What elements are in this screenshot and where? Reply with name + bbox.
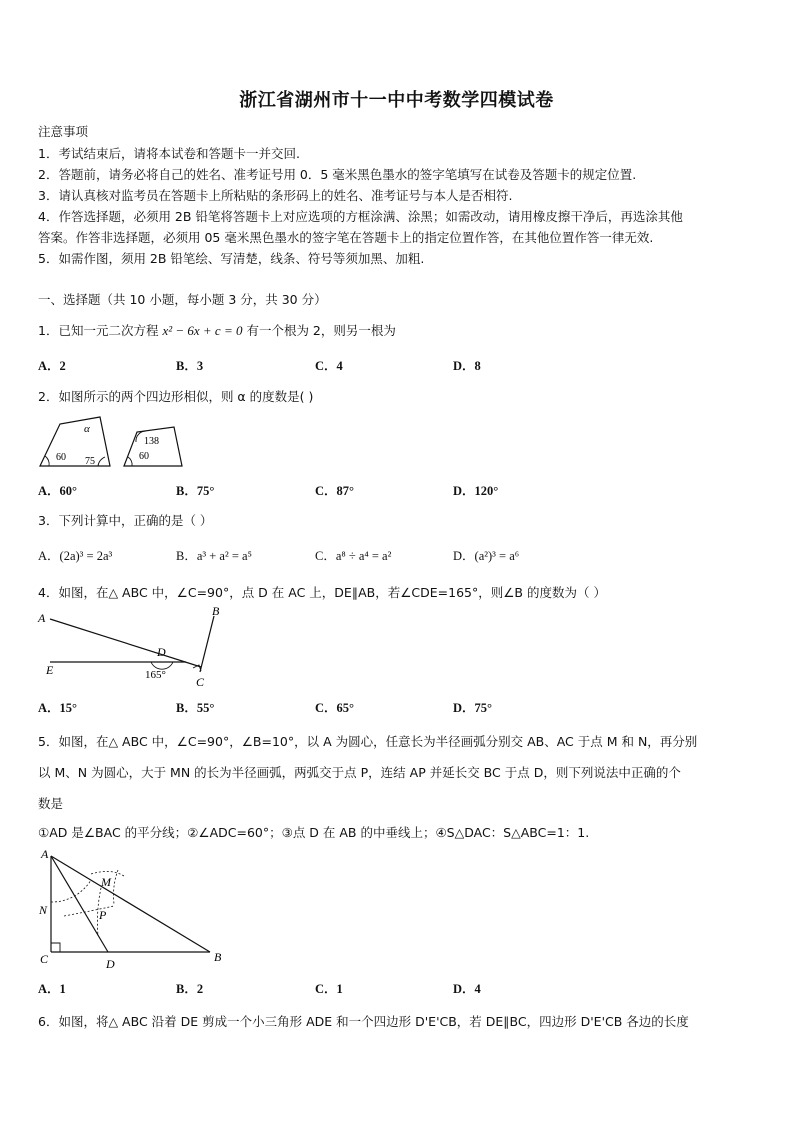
question-5-statements: ①AD 是∠BAC 的平分线；②∠ADC=60°；③点 D 在 AB 的中垂线上；④S△DAC：S△ABC=1：1. xyxy=(38,825,590,840)
note-item: 1．考试结束后，请将本试卷和答题卡一并交回. xyxy=(38,146,300,161)
question-5-line-3: 数是 xyxy=(38,796,64,811)
note-item: 4．作答选择题，必须用 2B 铅笔将答题卡上对应选项的方框涂满、涂黑；如需改动，请用橡皮擦干净后，再选涂其他 xyxy=(38,209,683,224)
q1-option-b[interactable]: B．3 xyxy=(176,359,204,373)
question-5-line-1: 5．如图，在△ ABC 中，∠C=90°，∠B=10°，以 A 为圆心，任意长为半径画弧分别交 AB、AC 于点 M 和 N，再分别 xyxy=(38,734,698,749)
q4-option-d[interactable]: D．75° xyxy=(453,701,493,715)
quadrilateral-a xyxy=(40,417,110,466)
question-1 xyxy=(38,321,396,339)
q3-option-c[interactable]: C．a⁸ ÷ a⁴ = a² xyxy=(315,549,392,563)
question-4: 4．如图，在△ ABC 中，∠C=90°，点 D 在 AC 上，DE∥AB，若∠CDE=165°，则∠B 的度数为（ ） xyxy=(38,585,606,600)
note-item: 答案。作答非选择题，必须用 05 毫米黑色墨水的签字笔在答题卡上的指定位置作答，在其他位置作答一律无效. xyxy=(38,230,654,245)
q1-pre: 1．已知一元二次方程 xyxy=(38,323,163,338)
question-2: 2．如图所示的两个四边形相似，则 α 的度数是( ) xyxy=(38,389,314,404)
point-m-label: M xyxy=(101,875,111,889)
point-c-label: C xyxy=(40,952,49,966)
q4-option-b[interactable]: B．55° xyxy=(176,701,215,715)
alpha-label: α xyxy=(84,423,90,435)
angle-165-label: 165° xyxy=(145,669,166,681)
note-item: 3．请认真核对监考员在答题卡上所粘贴的条形码上的姓名、准考证号与本人是否相符. xyxy=(38,188,513,203)
angle-60-label-b: 60 xyxy=(139,451,149,462)
point-p-label: P xyxy=(99,908,107,922)
q3-option-b[interactable]: B．a³ + a² = a⁵ xyxy=(176,549,252,563)
q3-option-d[interactable]: D．(a²)³ = a⁶ xyxy=(453,549,520,563)
angle-60-label-a: 60 xyxy=(56,452,66,463)
q2-option-c[interactable]: C．87° xyxy=(315,484,355,498)
q5-option-a[interactable]: A．1 xyxy=(38,982,66,996)
q1-equation: x² − 6x + c = 0 xyxy=(162,323,243,338)
q2-option-b[interactable]: B．75° xyxy=(176,484,215,498)
q5-figure xyxy=(36,846,232,972)
q1-option-a[interactable]: A．2 xyxy=(38,359,66,373)
q5-option-d[interactable]: D．4 xyxy=(453,982,481,996)
point-a-label: A xyxy=(41,847,49,861)
section-heading: 一、选择题（共 10 小题，每小题 3 分，共 30 分） xyxy=(38,292,327,307)
point-b-label: B xyxy=(214,950,222,964)
q4-option-a[interactable]: A．15° xyxy=(38,701,78,715)
point-b-label: B xyxy=(212,604,220,618)
notes-heading: 注意事项 xyxy=(38,124,89,139)
point-c-label: C xyxy=(196,675,205,689)
note-item: 2．答题前，请务必将自己的姓名、准考证号用 0．5 毫米黑色墨水的签字笔填写在试卷及答题卡的规定位置. xyxy=(38,167,637,182)
q2-figure xyxy=(36,412,196,470)
q1-option-c[interactable]: C．4 xyxy=(315,359,343,373)
q4-figure xyxy=(36,604,226,690)
question-6: 6．如图，将△ ABC 沿着 DE 剪成一个小三角形 ADE 和一个四边形 D'E'CB，若 DE∥BC，四边形 D'E'CB 各边的长度 xyxy=(38,1014,689,1029)
page-title: 浙江省湖州市十一中中考数学四模试卷 xyxy=(239,90,554,111)
question-5-line-2: 以 M、N 为圆心，大于 MN 的长为半径画弧，两弧交于点 P，连结 AP 并延长交 BC 于点 D，则下列说法中正确的个 xyxy=(38,765,681,780)
point-n-label: N xyxy=(39,903,48,917)
point-e-label: E xyxy=(46,663,54,677)
note-item: 5．如需作图，须用 2B 铅笔绘、写清楚，线条、符号等须加黑、加粗. xyxy=(38,251,425,266)
angle-75-label: 75 xyxy=(85,456,95,467)
q2-option-a[interactable]: A．60° xyxy=(38,484,78,498)
q5-option-b[interactable]: B．2 xyxy=(176,982,204,996)
q1-post: 有一个根为 2，则另一根为 xyxy=(242,323,396,338)
question-3: 3．下列计算中，正确的是（ ） xyxy=(38,513,213,528)
q3-option-a[interactable]: A．(2a)³ = 2a³ xyxy=(38,549,113,563)
point-a-label: A xyxy=(38,611,46,625)
q4-option-c[interactable]: C．65° xyxy=(315,701,355,715)
q1-option-d[interactable]: D．8 xyxy=(453,359,481,373)
angle-138-label: 138 xyxy=(144,436,159,447)
point-d-label: D xyxy=(157,645,166,659)
q2-option-d[interactable]: D．120° xyxy=(453,484,499,498)
point-d-label: D xyxy=(106,957,115,971)
q5-option-c[interactable]: C．1 xyxy=(315,982,343,996)
